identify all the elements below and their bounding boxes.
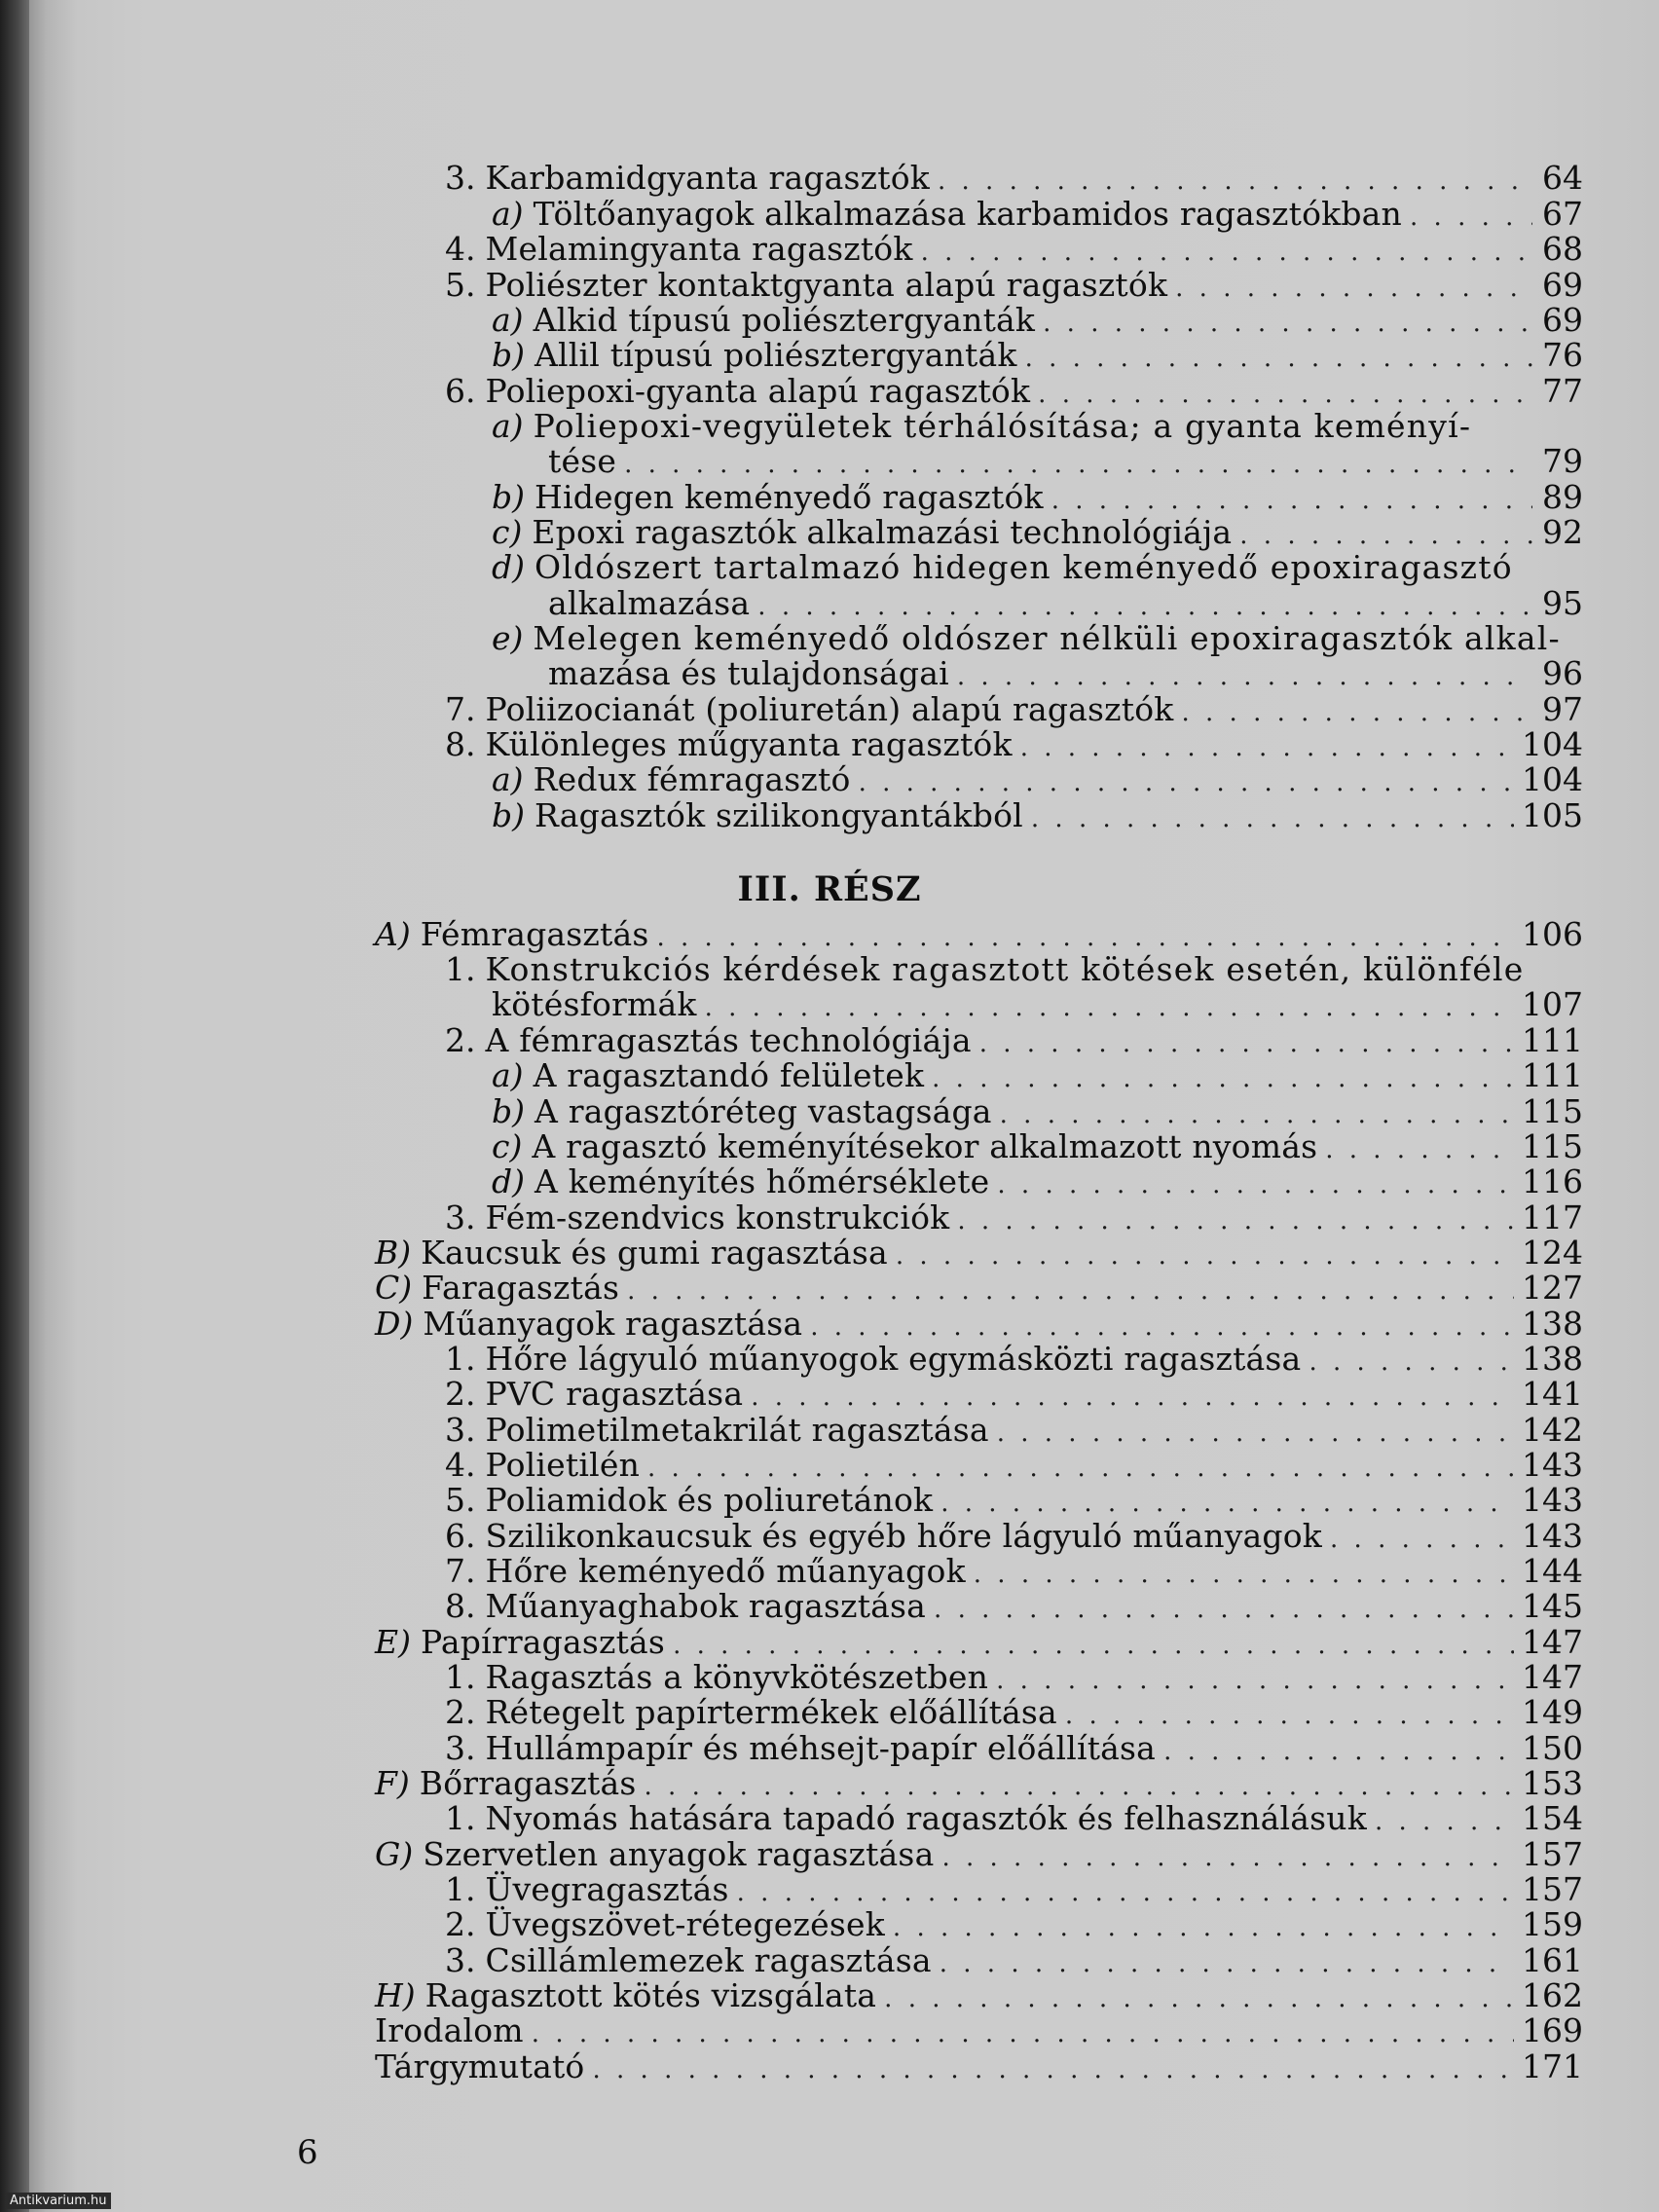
toc-entry [445, 1023, 1583, 1058]
toc-entry-page: 142 [1522, 1411, 1583, 1449]
toc-entry-page: 169 [1522, 2011, 1583, 2049]
toc-entry [548, 444, 1583, 479]
toc-entry-title: Szervetlen anyagok ragasztása [423, 1835, 935, 1873]
toc-entry [375, 917, 1583, 952]
toc-entry-title: Konstrukciós kérdések ragasztott kötések esetén, különféle [485, 950, 1525, 988]
toc-entry-number: 2. [445, 1905, 476, 1943]
toc-entry-page: 143 [1522, 1481, 1583, 1519]
toc-entry-number: a) [492, 1056, 524, 1094]
toc-entry [492, 409, 1583, 444]
dot-leader [940, 1486, 1514, 1521]
toc-entry-title: Oldószert tartalmazó hidegen keményedő epoxiragasztó [535, 548, 1513, 586]
toc-entry-title: PVC ragasztása [485, 1375, 744, 1413]
toc-entry-page: 138 [1522, 1340, 1583, 1378]
toc-entry-title: Bőrragasztás [419, 1764, 637, 1802]
toc-entry-title: Poliizocianát (poliuretán) alapú ragasztók [485, 690, 1174, 728]
dot-leader [997, 1416, 1514, 1451]
toc-entry-title: Papírragasztás [420, 1623, 666, 1661]
dot-leader [1043, 306, 1532, 341]
toc-entry-title: Melamingyanta ragasztók [485, 230, 913, 268]
dot-leader [1325, 1132, 1514, 1167]
toc-entry-number: 1. [445, 1799, 476, 1837]
toc-entry-page: 141 [1522, 1375, 1583, 1413]
toc-entry-page: 138 [1522, 1305, 1583, 1343]
toc-entry-title: Ragasztók szilikongyantákból [535, 796, 1023, 834]
toc-entry [445, 1801, 1583, 1836]
toc-entry-title: Poliamidok és poliuretánok [485, 1481, 934, 1519]
toc-entry-title: Epoxi ragasztók alkalmazási technológiája [532, 513, 1233, 551]
toc-entry-page: 127 [1522, 1269, 1583, 1307]
toc-entry-title: Hullámpapír és méhsejt-papír előállítása [485, 1729, 1157, 1767]
toc-entry-page: 68 [1542, 230, 1583, 268]
toc-entry [445, 161, 1583, 196]
toc-entry-number: 8. [445, 1587, 476, 1625]
toc-entry-number: 3. [445, 1198, 476, 1236]
toc-entry-number: 1. [445, 1658, 476, 1696]
dot-leader [979, 1026, 1514, 1061]
dot-leader [592, 2052, 1514, 2087]
toc-entry-number: 5. [445, 1481, 476, 1519]
toc-entry-page: 76 [1542, 336, 1583, 374]
dot-leader [1330, 1522, 1514, 1557]
toc-entry [445, 1907, 1583, 1942]
toc-entry-number: 2. [445, 1021, 476, 1059]
toc-entry-page: 79 [1542, 442, 1583, 480]
toc-entry-page: 106 [1522, 915, 1583, 953]
toc-entry-number: 3. [445, 1729, 476, 1767]
dot-leader [957, 659, 1532, 694]
toc-entry-page: 69 [1542, 301, 1583, 339]
dot-leader [627, 1273, 1514, 1309]
toc-entry [445, 1519, 1583, 1554]
toc-entry-number: E) [375, 1623, 411, 1661]
toc-entry [445, 374, 1583, 409]
toc-entry-title: Alkid típusú poliésztergyanták [533, 301, 1036, 339]
dot-leader [859, 765, 1514, 800]
toc-entry-page: 159 [1522, 1905, 1583, 1943]
toc-entry-title: Melegen keményedő oldószer nélküli epoxiragasztók alkal- [533, 619, 1561, 657]
toc-entry-title: Műanyagok ragasztása [423, 1305, 803, 1343]
toc-entry-title: A keményítés hőmérséklete [535, 1162, 990, 1200]
toc-entry [445, 692, 1583, 727]
toc-entry-number: c) [492, 513, 523, 551]
dot-leader [1163, 1734, 1514, 1769]
toc-entry [492, 480, 1583, 515]
toc-entry [492, 798, 1583, 833]
toc-entry [375, 1271, 1583, 1306]
toc-entry-page: 96 [1542, 654, 1583, 692]
toc-entry [375, 1837, 1583, 1872]
toc-entry-number: A) [375, 915, 411, 953]
toc-entry-number: H) [375, 1976, 416, 2014]
toc-entry-page: 69 [1542, 266, 1583, 304]
toc-entry-title: A ragasztandó felületek [533, 1056, 925, 1094]
toc-entry-page: 104 [1522, 725, 1583, 763]
toc-entry [492, 338, 1583, 373]
dot-leader [996, 1663, 1514, 1698]
toc-entry-title: Különleges műgyanta ragasztók [485, 725, 1013, 763]
toc-entry-page: 67 [1542, 195, 1583, 233]
toc-entry-number: a) [492, 760, 524, 798]
toc-entry-number: b) [492, 336, 525, 374]
toc-entry-title: Redux fémragasztó [533, 760, 851, 798]
toc-entry-title: A fémragasztás technológiája [485, 1021, 972, 1059]
toc-entry-number: b) [492, 1092, 525, 1130]
dot-leader [1065, 1698, 1514, 1733]
toc-entry [445, 1872, 1583, 1907]
toc-entry-page: 89 [1542, 478, 1583, 516]
toc-entry [492, 1094, 1583, 1129]
toc-entry [445, 1554, 1583, 1589]
toc-entry-page: 162 [1522, 1976, 1583, 2014]
toc-entry [375, 1625, 1583, 1660]
dot-leader [1309, 1345, 1514, 1380]
toc-entry [445, 1413, 1583, 1448]
toc-entry [492, 197, 1583, 232]
toc-entry [548, 586, 1583, 621]
dot-leader [997, 1167, 1514, 1202]
toc-entry-number: 1. [445, 950, 476, 988]
toc-entry-number: 2. [445, 1693, 476, 1731]
toc-entry-title: Fém-szendvics konstrukciók [485, 1198, 950, 1236]
toc-entry-title: Ragasztás a könyvkötészetben [485, 1658, 989, 1696]
toc-entry-number: 1. [445, 1340, 476, 1378]
toc-entry-page: 107 [1522, 985, 1583, 1023]
toc-entry-number: 7. [445, 1552, 476, 1590]
toc-entry-title: Csillámlemezek ragasztása [485, 1941, 932, 1979]
toc-entry-title: Polietilén [485, 1446, 641, 1484]
dot-leader [934, 1592, 1514, 1627]
toc-entry-number: D) [375, 1305, 414, 1343]
watermark: Antikvarium.hu [6, 2193, 111, 2209]
toc-entry [445, 1200, 1583, 1235]
dot-leader [921, 235, 1532, 270]
toc-entry-number: a) [492, 195, 524, 233]
toc-entry-number: 5. [445, 266, 476, 304]
toc-entry-number: 4. [445, 230, 476, 268]
toc-entry-title: Nyomás hatására tapadó ragasztók és felhasználásuk [485, 1799, 1367, 1837]
dot-leader [941, 1840, 1514, 1875]
toc-entry [548, 656, 1583, 691]
toc-entry-title: Kaucsuk és gumi ragasztása [421, 1234, 888, 1272]
toc-entry-number: C) [375, 1269, 413, 1307]
toc-entry-page: 171 [1522, 2047, 1583, 2085]
toc-entry-page: 115 [1522, 1092, 1583, 1130]
toc-entry-page: 145 [1522, 1587, 1583, 1625]
toc-entry [445, 1342, 1583, 1377]
toc-entry-page: 117 [1522, 1198, 1583, 1236]
toc-entry-title: kötésformák [492, 985, 697, 1023]
toc-entry-page: 149 [1522, 1693, 1583, 1731]
toc-entry-number: d) [492, 1162, 525, 1200]
toc-entry [445, 1731, 1583, 1766]
toc-entry [492, 1058, 1583, 1093]
toc-entry-title: Allil típusú poliésztergyanták [535, 336, 1017, 374]
toc-entry [492, 515, 1583, 550]
toc-entry-number: a) [492, 407, 524, 445]
toc-entry-title: Faragasztás [422, 1269, 620, 1307]
toc-entry-title: Műanyaghabok ragasztása [485, 1587, 927, 1625]
dot-leader [751, 1380, 1514, 1415]
toc-entry-title: Ragasztott kötés vizsgálata [424, 1976, 877, 2014]
toc-entry-title: Tárgymutató [375, 2047, 585, 2085]
toc-entry-number: b) [492, 478, 525, 516]
toc-entry-number: 8. [445, 725, 476, 763]
dot-leader [624, 447, 1532, 482]
section-heading: III. RÉSZ [737, 869, 922, 909]
dot-leader [1025, 341, 1532, 376]
toc-entry-title: Hőre lágyuló műanyogok egymásközti ragasztása [485, 1340, 1302, 1378]
toc-entry-number: 3. [445, 1941, 476, 1979]
toc-entry-title: alkalmazása [548, 584, 751, 622]
toc-entry-number: 3. [445, 159, 476, 197]
dot-leader [884, 1981, 1514, 2016]
toc-entry-title: Szilikonkaucsuk és egyéb hőre lágyuló műanyagok [485, 1517, 1323, 1555]
toc-entry-title: Hőre keményedő műanyagok [485, 1552, 966, 1590]
toc-entry [375, 1766, 1583, 1801]
toc-entry-page: 115 [1522, 1127, 1583, 1165]
toc-entry [445, 727, 1583, 762]
toc-entry-title: Poliepoxi-gyanta alapú ragasztók [485, 372, 1031, 410]
dot-leader [705, 990, 1514, 1025]
toc-entry [492, 987, 1583, 1022]
toc-entry-number: 3. [445, 1411, 476, 1449]
toc-entry-page: 124 [1522, 1234, 1583, 1272]
toc-entry-page: 104 [1522, 760, 1583, 798]
toc-entry [492, 762, 1583, 797]
toc-entry [445, 1377, 1583, 1412]
dot-leader [1031, 801, 1514, 836]
toc-entry-title: tése [548, 442, 617, 480]
toc-entry-page: 64 [1542, 159, 1583, 197]
toc-entry-page: 92 [1542, 513, 1583, 551]
toc-entry [375, 2013, 1583, 2048]
toc-entry [492, 550, 1583, 585]
toc-entry-page: 154 [1522, 1799, 1583, 1837]
toc-entry [492, 1129, 1583, 1164]
toc-entry-number: 6. [445, 372, 476, 410]
dot-leader [974, 1557, 1514, 1592]
toc-entry-page: 150 [1522, 1729, 1583, 1767]
toc-entry [445, 1660, 1583, 1695]
toc-entry-title: Üvegragasztás [485, 1870, 729, 1908]
dot-leader [1375, 1804, 1514, 1839]
toc-entry-page: 77 [1542, 372, 1583, 410]
toc-entry-title: Karbamidgyanta ragasztók [485, 159, 930, 197]
dot-leader [532, 2016, 1514, 2051]
toc-entry-page: 157 [1522, 1835, 1583, 1873]
toc-entry [445, 232, 1583, 267]
toc-entry-number: G) [375, 1835, 414, 1873]
toc-entry-title: Töltőanyagok alkalmazása karbamidos ragasztókban [533, 195, 1403, 233]
toc-entry [445, 1695, 1583, 1730]
toc-entry-page: 153 [1522, 1764, 1583, 1802]
dot-leader [1020, 730, 1514, 765]
toc-entry-title: Irodalom [375, 2011, 524, 2049]
toc-entry [445, 1943, 1583, 1978]
toc-entry-number: 4. [445, 1446, 476, 1484]
toc-entry [375, 1307, 1583, 1342]
page-number: 6 [297, 2133, 318, 2172]
toc-entry [445, 1589, 1583, 1624]
toc-entry-page: 147 [1522, 1658, 1583, 1696]
toc-entry-number: d) [492, 548, 525, 586]
toc-entry-number: 1. [445, 1870, 476, 1908]
toc-entry-title: A ragasztóréteg vastagsága [535, 1092, 992, 1130]
dot-leader [957, 1203, 1514, 1238]
toc-entry-number: b) [492, 796, 525, 834]
toc-entry [445, 1483, 1583, 1518]
dot-leader [940, 1946, 1514, 1981]
toc-entry-number: 2. [445, 1375, 476, 1413]
toc-entry-number: a) [492, 301, 524, 339]
toc-entry-title: Rétegelt papírtermékek előállítása [485, 1693, 1057, 1731]
dot-leader [1182, 695, 1533, 730]
toc-entry-title: A ragasztó keményítésekor alkalmazott nyomás [532, 1127, 1318, 1165]
toc-entry-page: 144 [1522, 1552, 1583, 1590]
toc-entry [445, 1448, 1583, 1483]
toc-entry-title: mazása és tulajdonságai [548, 654, 949, 692]
toc-entry-title: Poliészter kontaktgyanta alapú ragasztók [485, 266, 1168, 304]
toc-entry-page: 97 [1542, 690, 1583, 728]
toc-entry-title: Polimetilmetakrilát ragasztása [485, 1411, 989, 1449]
toc-entry [492, 303, 1583, 338]
toc-entry-page: 147 [1522, 1623, 1583, 1661]
toc-entry-page: 143 [1522, 1446, 1583, 1484]
toc-entry [375, 1235, 1583, 1271]
toc-entry-title: Fémragasztás [420, 915, 649, 953]
toc-entry [375, 1978, 1583, 2013]
toc-entry-title: Poliepoxi-vegyületek térhálósítása; a gyanta keményí- [533, 407, 1472, 445]
toc-entry-number: e) [492, 619, 524, 657]
toc-entry-page: 105 [1522, 796, 1583, 834]
toc-entry-number: 7. [445, 690, 476, 728]
toc-entry [492, 1164, 1583, 1199]
toc-entry-number: c) [492, 1127, 523, 1165]
toc-entry-page: 116 [1522, 1162, 1583, 1200]
toc-entry-page: 157 [1522, 1870, 1583, 1908]
toc-entry-page: 161 [1522, 1941, 1583, 1979]
toc-entry-title: Hidegen keményedő ragasztók [535, 478, 1044, 516]
dot-leader [938, 164, 1532, 199]
dot-leader [1175, 271, 1532, 306]
dot-leader [1410, 200, 1532, 235]
toc-entry-number: B) [375, 1234, 412, 1272]
dot-leader [932, 1061, 1514, 1096]
dot-leader [893, 1910, 1514, 1945]
toc-entry-page: 111 [1522, 1056, 1583, 1094]
toc-entry-number: 6. [445, 1517, 476, 1555]
toc-entry-page: 95 [1542, 584, 1583, 622]
toc-entry-page: 143 [1522, 1517, 1583, 1555]
toc-entry-title: Üvegszövet-rétegezések [485, 1905, 885, 1943]
toc-entry-number: F) [375, 1764, 410, 1802]
toc-entry [445, 268, 1583, 303]
toc-entry [445, 952, 1583, 987]
dot-leader [896, 1238, 1514, 1273]
toc-entry-page: 111 [1522, 1021, 1583, 1059]
toc-entry [375, 2049, 1583, 2084]
toc-entry [492, 621, 1583, 656]
